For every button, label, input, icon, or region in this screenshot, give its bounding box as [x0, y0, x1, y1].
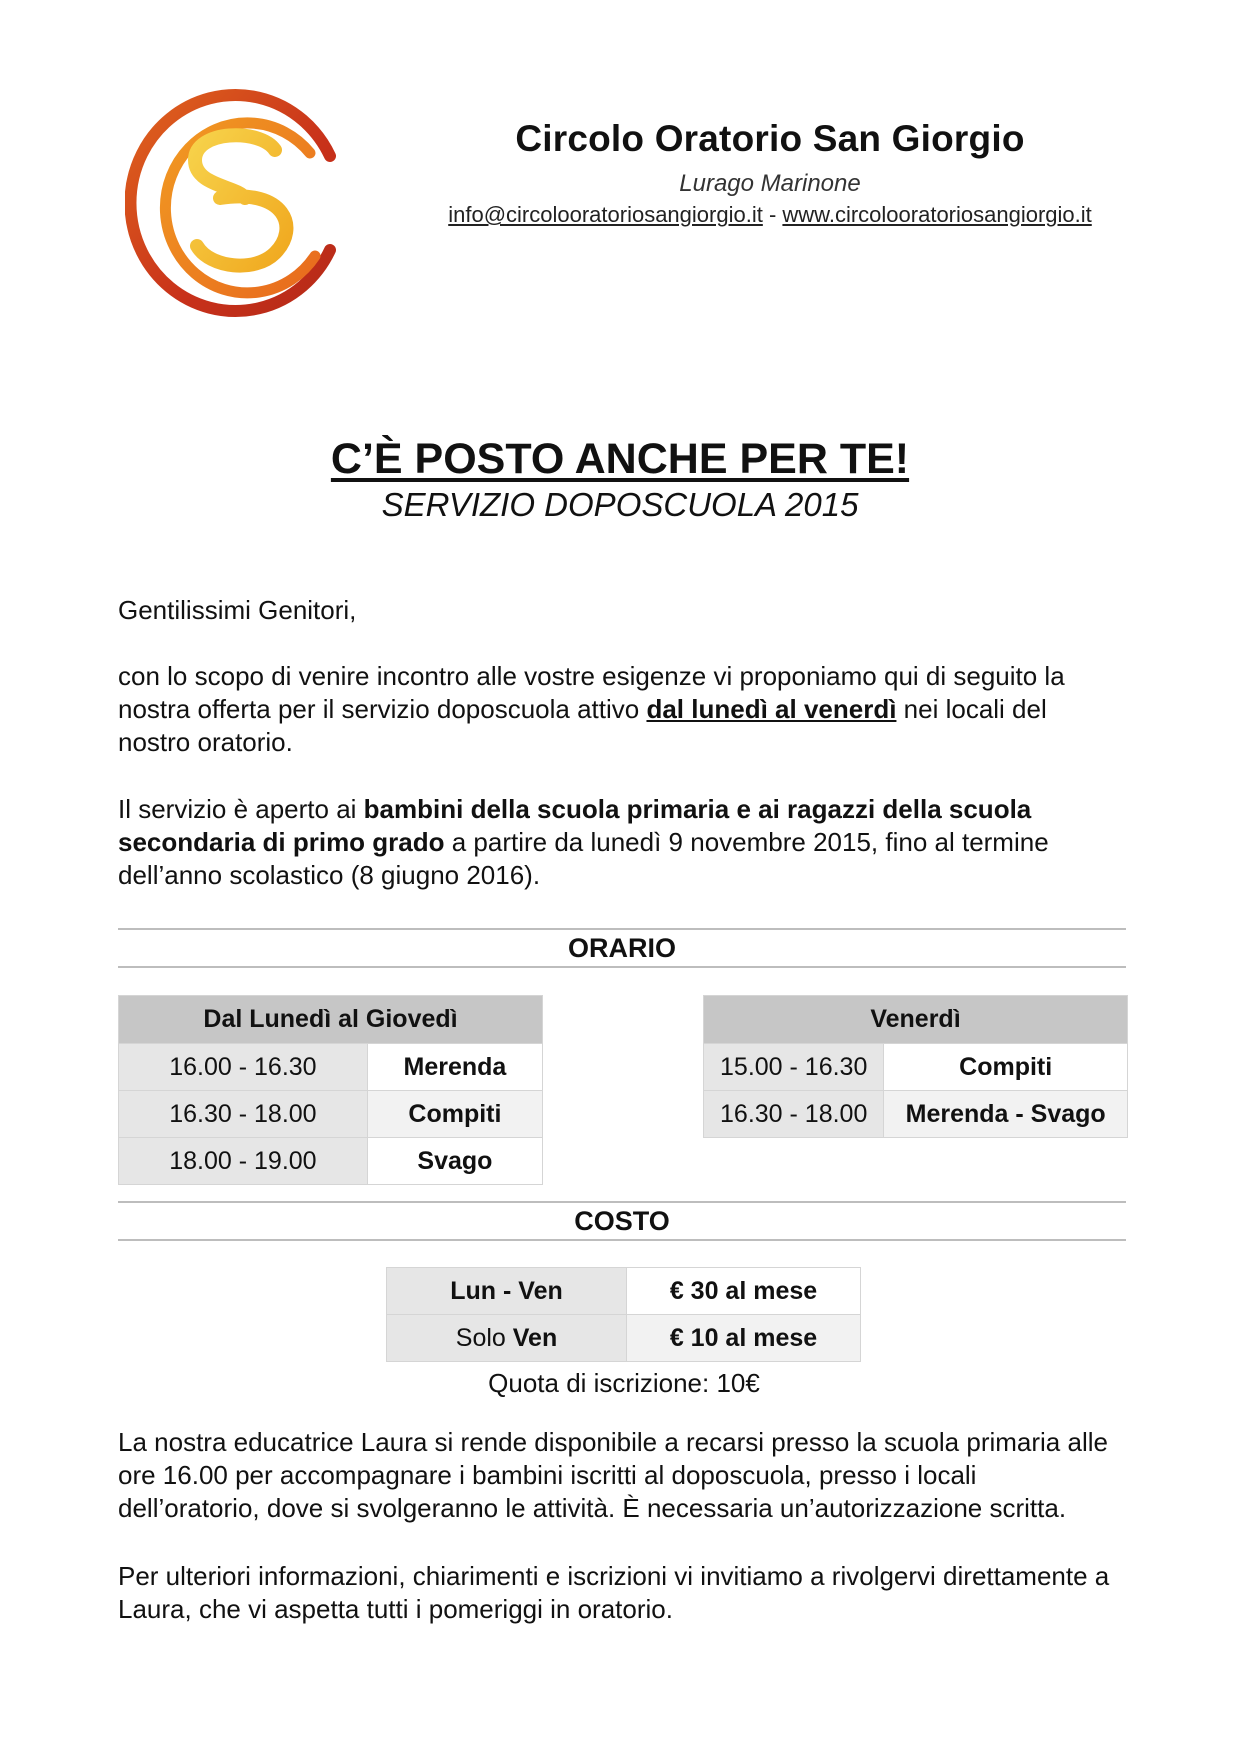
table-row — [119, 1044, 543, 1091]
schedule-mon-thu-table — [118, 995, 543, 1185]
cost-label-pre: Solo — [455, 1323, 513, 1352]
activity-cell: Merenda — [367, 1044, 542, 1091]
costo-heading: COSTO — [118, 1201, 1126, 1241]
title-block — [0, 435, 1240, 524]
activity-cell: Compiti — [884, 1044, 1128, 1091]
table-row — [119, 1091, 543, 1138]
cost-price: € 10 al mese — [627, 1315, 861, 1362]
table-row — [704, 1044, 1128, 1091]
main-title: C’È POSTO ANCHE PER TE! — [330, 435, 910, 483]
orario-heading: ORARIO — [118, 928, 1126, 968]
schedule-friday-header: Venerdì — [704, 996, 1128, 1044]
org-place: Lurago Marinone — [679, 170, 861, 197]
cost-label-bold: Lun - Ven — [450, 1276, 563, 1305]
paragraph-intro-after: nei locali del nostro oratorio. — [118, 694, 1047, 757]
paragraph-intro — [118, 660, 1123, 759]
paragraph-intro-before: con lo scopo di venire incontro alle vostre esigenze vi proponiamo qui di seguito la nostra offerta per il servizio doposcuola attivo — [118, 661, 1065, 724]
cost-label-bold: Ven — [512, 1323, 558, 1352]
audience-emphasis: bambini della scuola primaria e ai ragazzi della scuola secondaria di primo grado — [118, 794, 1032, 857]
paragraph-audience — [118, 793, 1123, 892]
greeting: Gentilissimi Genitori, — [118, 595, 357, 625]
table-row — [119, 1138, 543, 1185]
time-cell: 16.30 - 18.00 — [704, 1091, 884, 1138]
days-emphasis: dal lunedì al venerdì — [646, 694, 897, 724]
schedule-friday-table — [703, 995, 1128, 1138]
circolo-logo — [125, 88, 345, 318]
cost-price: € 30 al mese — [627, 1268, 861, 1315]
time-cell: 18.00 - 19.00 — [119, 1138, 368, 1185]
org-contacts — [420, 202, 1120, 228]
time-cell: 15.00 - 16.30 — [704, 1044, 884, 1091]
contact-separator: - — [768, 202, 777, 227]
activity-cell: Compiti — [367, 1091, 542, 1138]
paragraph-contact: Per ulteriori informazioni, chiarimenti e iscrizioni vi invitiamo a rivolgervi direttamente a Laura, che vi aspetta tutti i pomeriggi in oratorio. — [118, 1561, 1110, 1624]
registration-fee: Quota di iscrizione: 10€ — [488, 1368, 760, 1398]
org-name: Circolo Oratorio San Giorgio — [515, 118, 1025, 159]
table-row — [704, 1091, 1128, 1138]
cost-label — [387, 1315, 627, 1362]
email-link[interactable]: info@circolooratoriosangiorgio.it — [448, 202, 763, 227]
logo-inner-s — [195, 135, 286, 265]
cost-label — [387, 1268, 627, 1315]
cost-table — [386, 1267, 861, 1362]
paragraph-educator: La nostra educatrice Laura si rende disponibile a recarsi presso la scuola primaria alle ore 16.00 per accompagnare i bambini iscritti al doposcuola, presso i locali dell’oratorio, dove si svolgeranno le attività. È necessaria un’autorizzazione scritta. — [118, 1427, 1108, 1523]
website-link[interactable]: www.circolooratoriosangiorgio.it — [782, 202, 1092, 227]
activity-cell: Merenda - Svago — [884, 1091, 1128, 1138]
schedule-mon-thu-header: Dal Lunedì al Giovedì — [119, 996, 543, 1044]
time-cell: 16.30 - 18.00 — [119, 1091, 368, 1138]
activity-cell: Svago — [367, 1138, 542, 1185]
org-header — [420, 118, 1120, 228]
paragraph-audience-before: Il servizio è aperto ai — [118, 794, 364, 824]
table-row — [387, 1315, 861, 1362]
paragraph-audience-after: a partire da lunedì 9 novembre 2015, fino al termine dell’anno scolastico (8 giugno 2016). — [118, 827, 1049, 890]
sub-title: SERVIZIO DOPOSCUOLA 2015 — [381, 486, 859, 523]
time-cell: 16.00 - 16.30 — [119, 1044, 368, 1091]
table-row — [387, 1268, 861, 1315]
